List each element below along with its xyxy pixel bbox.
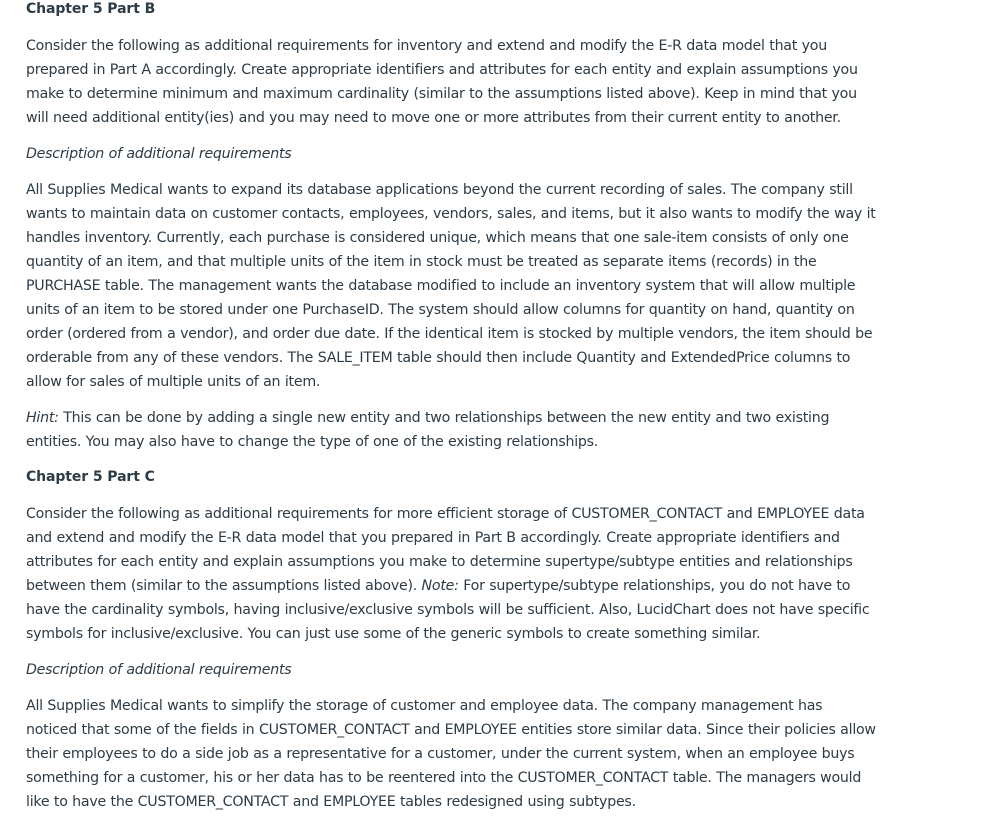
part-b-hint-paragraph: [26, 406, 876, 454]
note-label: Note:: [421, 578, 459, 594]
part-b-requirements-paragraph: All Supplies Medical wants to expand its database applications beyond the current recording of sales. The company still wants to maintain data on customer contacts, employees, vendors, sales, and items, but it also wants to modify the way it handles inventory. Currently, each purchase is considered unique, which means that one sale-item consists of only one quantity of an item, and that multiple units of the item in stock must be treated as separate items (records) in the PURCHASE table. The management wants the database modified to include an inventory system that will allow multiple units of an item to be stored under one PurchaseID. The system should allow columns for quantity on hand, quantity on order (ordered from a vendor), and order due date. If the identical item is stocked by multiple vendors, the item should be orderable from any of these vendors. The SALE_ITEM table should then include Quantity and ExtendedPrice columns to allow for sales of multiple units of an item.: [26, 182, 876, 390]
part-b-heading: Chapter 5 Part B: [26, 1, 156, 17]
part-c-heading: Chapter 5 Part C: [26, 469, 155, 485]
hint-text: This can be done by adding a single new entity and two relationships between the new entity and two existing entities. You may also have to change the type of one of the existing relationships.: [26, 410, 830, 450]
part-c-intro-text-2: For supertype/subtype relationships, you do not have to have the cardinality symbols, having inclusive/exclusive symbols will be sufficient. Also, LucidChart does not have specific symbols for inclusive/exclusive. You can just use some of the generic symbols to create something similar.: [26, 578, 870, 642]
hint-label: Hint:: [26, 410, 59, 426]
part-b-intro-paragraph: Consider the following as additional requirements for inventory and extend and modify the E-R data model that you prepared in Part A accordingly. Create appropriate identifiers and attributes for each entity and explain assumptions you make to determine minimum and maximum cardinality (similar to the assumptions listed above). Keep in mind that you will need additional entity(ies) and you may need to move one or more attributes from their current entity to another.: [26, 38, 858, 126]
part-c-description-label: Description of additional requirements: [26, 662, 292, 678]
part-c-requirements-paragraph: All Supplies Medical wants to simplify the storage of customer and employee data. The company management has noticed that some of the fields in CUSTOMER_CONTACT and EMPLOYEE entities store similar data. Since their policies allow their employees to do a side job as a representative for a customer, under the current system, when an employee buys something for a customer, his or her data has to be reentered into the CUSTOMER_CONTACT table. The managers would like to have the CUSTOMER_CONTACT and EMPLOYEE tables redesigned using subtypes.: [26, 698, 876, 810]
part-c-intro-paragraph: [26, 502, 876, 646]
part-b-description-label: Description of additional requirements: [26, 146, 292, 162]
part-c-intro-text-1: Consider the following as additional requirements for more efficient storage of CUSTOMER_CONTACT and EMPLOYEE data and extend and modify the E-R data model that you prepared in Part B accordingly. Create appropriate identifiers and attributes for each entity and explain assumptions you make to determine supertype/subtype entities and relationships between them (similar to the assumptions listed above).: [26, 506, 865, 594]
